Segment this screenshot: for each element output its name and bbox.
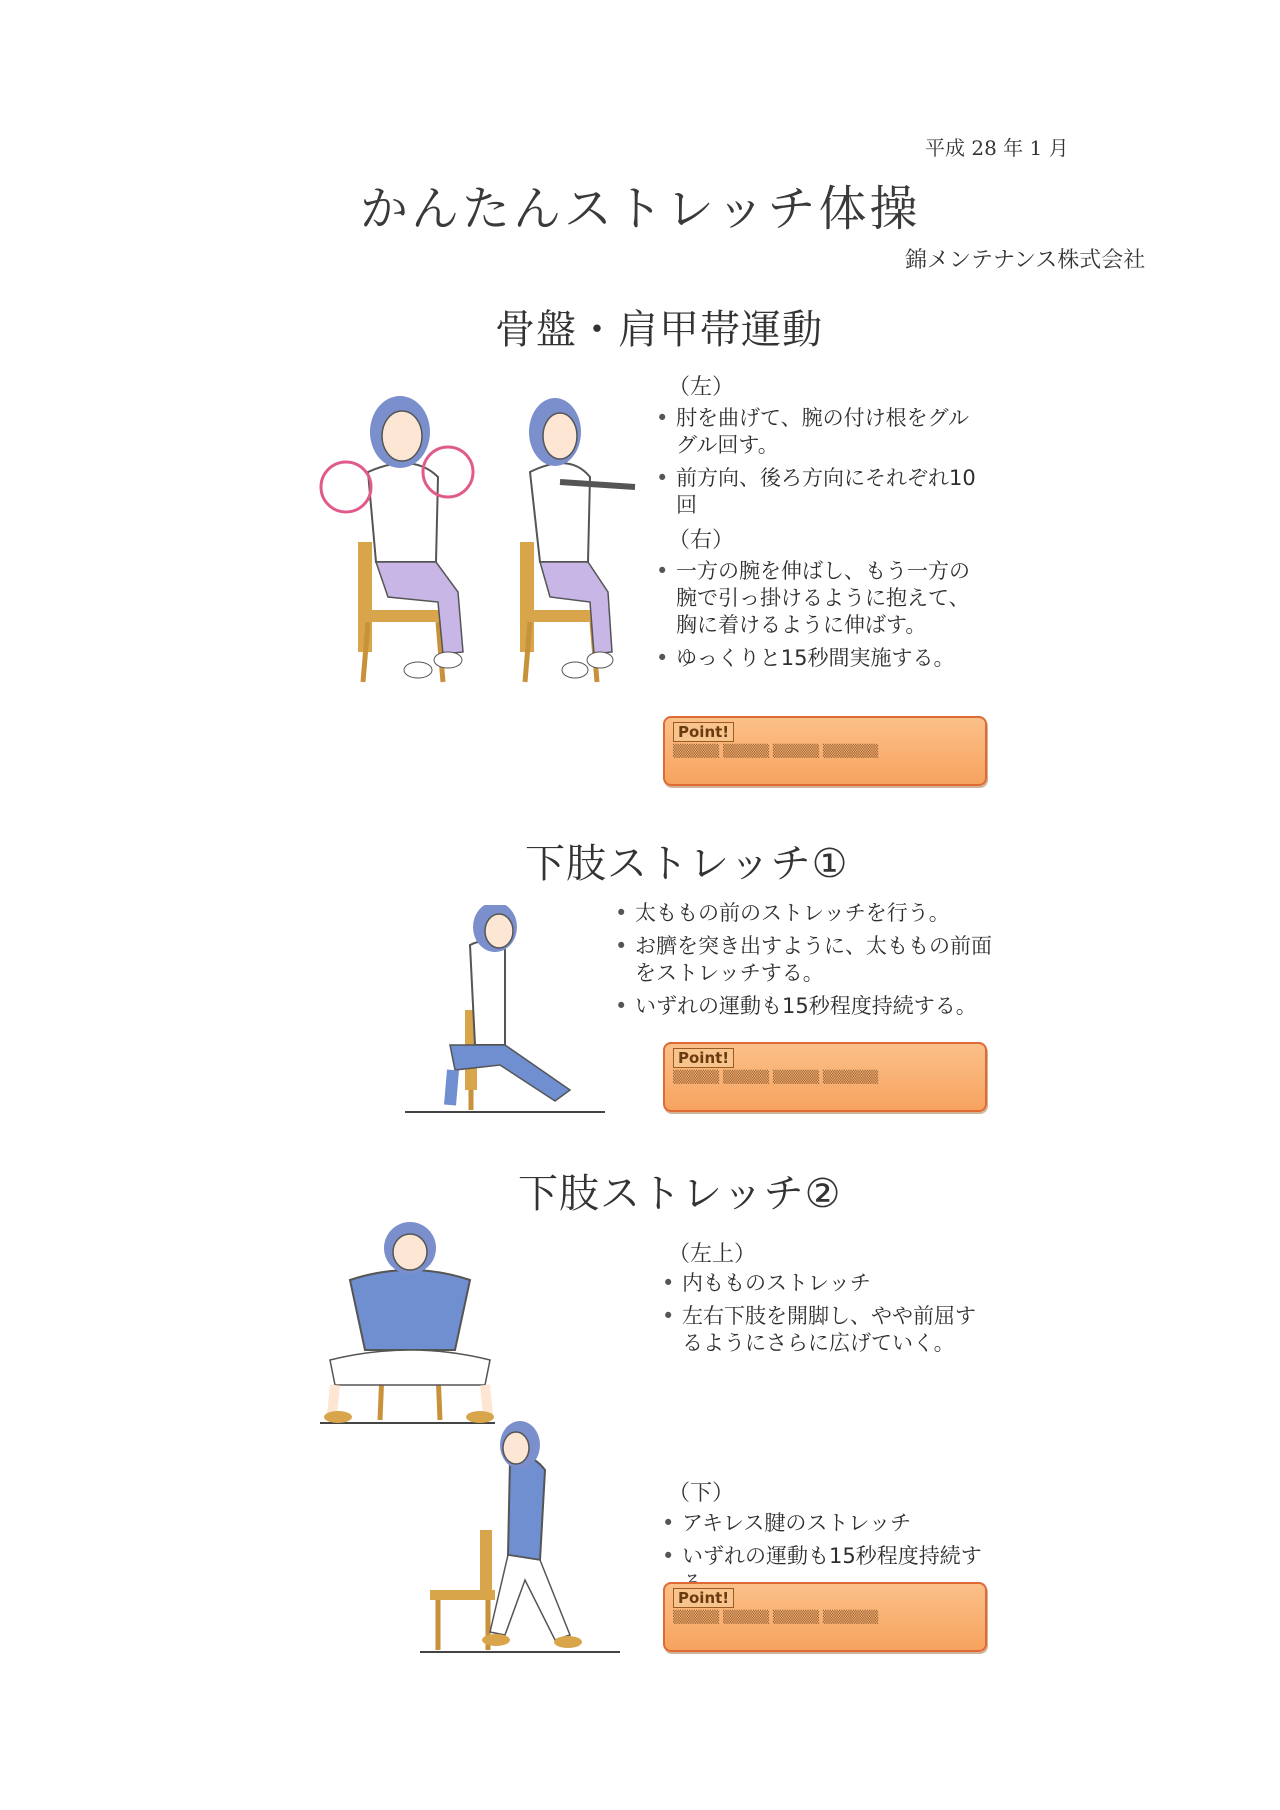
document-date: 平成 28 年 1 月 (925, 136, 1069, 160)
list-item: • 肘を曲げて、腕の付け根をグルグル回す。 (656, 405, 976, 459)
illustration-inner-thigh-stretch (320, 1220, 500, 1425)
illustration-arm-stretch (500, 392, 650, 692)
list-item: • お臍を突き出すように、太ももの前面をストレッチする。 (615, 933, 995, 987)
point-box (663, 1582, 987, 1652)
list-item: • 左右下肢を開脚し、やや前屈するようにさらに広げていく。 (662, 1303, 982, 1357)
list-item: • アキレス腱のストレッチ (662, 1510, 992, 1537)
list-item: • 内もものストレッチ (662, 1270, 982, 1297)
sub-label-left: （左） (668, 375, 735, 400)
section-title-pelvis-shoulder: 骨盤・肩甲帯運動 (495, 307, 823, 353)
list-item: • ゆっくりと15秒間実施する。 (656, 645, 986, 672)
section-title-leg-stretch-1: 下肢ストレッチ① (525, 841, 849, 887)
point-box (663, 716, 987, 786)
bullet-list-left (656, 405, 976, 525)
sub-label-right: （右） (668, 528, 735, 553)
sub-label-bottom: （下） (668, 1481, 735, 1506)
point-text: ▒▒▒▒▒ ▒▒▒▒▒ ▒▒▒▒▒ ▒▒▒▒▒▒ (673, 1070, 879, 1084)
point-label: Point! (673, 1048, 734, 1068)
point-text: ▒▒▒▒▒ ▒▒▒▒▒ ▒▒▒▒▒ ▒▒▒▒▒▒ (673, 1610, 879, 1624)
bullet-list-right (656, 558, 986, 678)
bullet-list-leg-1 (615, 900, 995, 1026)
point-label: Point! (673, 722, 734, 742)
list-item: • 前方向、後ろ方向にそれぞれ10回 (656, 465, 976, 519)
illustration-thigh-stretch (405, 905, 615, 1115)
list-item: • 一方の腕を伸ばし、もう一方の腕で引っ掛けるように抱えて、胸に着けるように伸ばす。 (656, 558, 986, 639)
illustration-shoulder-rotation (318, 392, 518, 692)
bullet-list-inner-thigh (662, 1270, 982, 1363)
point-box (663, 1042, 987, 1112)
list-item: • いずれの運動も15秒程度持続す (662, 1543, 992, 1597)
point-label: Point! (673, 1588, 734, 1608)
company-name: 錦メンテナンス株式会社 (905, 248, 1146, 273)
list-item: • 太ももの前のストレッチを行う。 (615, 900, 995, 927)
point-text: ▒▒▒▒▒ ▒▒▒▒▒ ▒▒▒▒▒ ▒▒▒▒▒▒ (673, 744, 879, 758)
list-item: • いずれの運動も15秒程度持続する。 (615, 993, 995, 1020)
illustration-achilles-stretch (420, 1420, 620, 1655)
section-title-leg-stretch-2: 下肢ストレッチ② (518, 1171, 842, 1217)
sub-label-upper-left: （左上） (668, 1242, 757, 1267)
document-title: かんたんストレッチ体操 (360, 181, 921, 237)
